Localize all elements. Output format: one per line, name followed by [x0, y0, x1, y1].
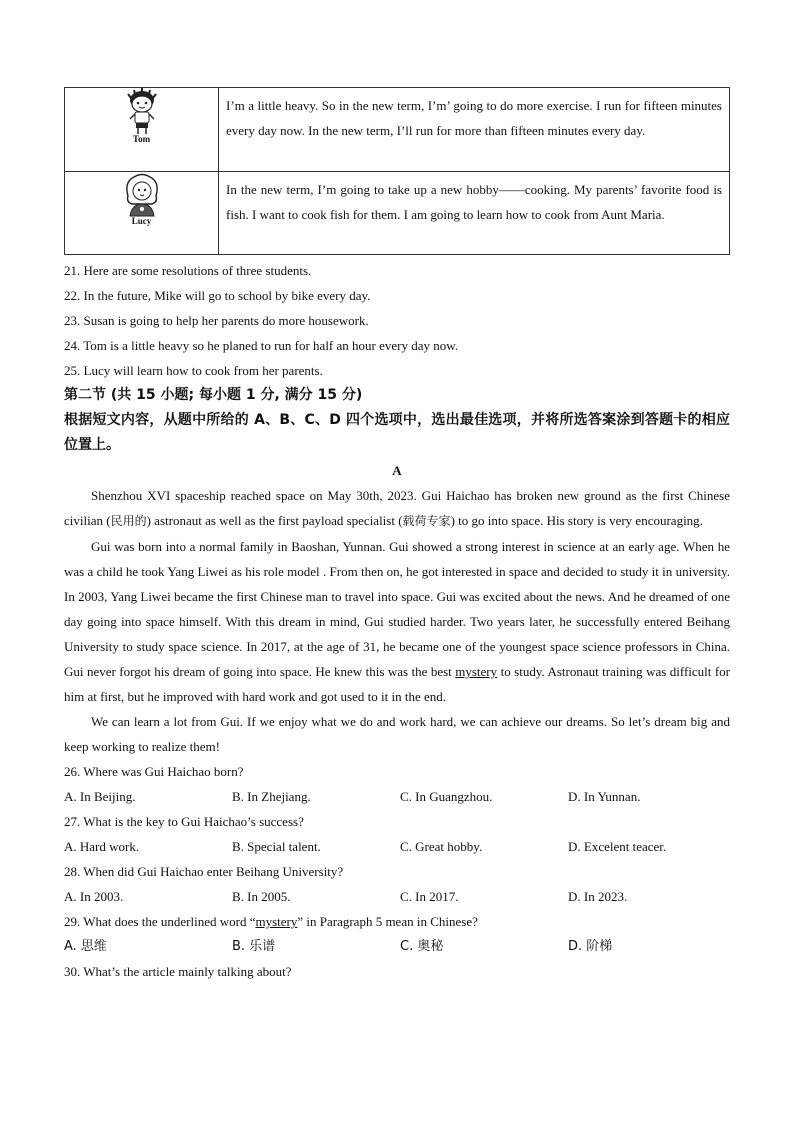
paragraph-2-text-a: Gui was born into a normal family in Baoshan, Yunnan. Gui showed a strong interest in science at an early age. When he was a child he took Yang Liwei as his role model . From then on, he got interested in space and decided to study it in university. In 2003, Yang Liwei became the first Chinese man to travel into space. Gui was excited about the news. And he dreamed of one day going into space himself. With this dream in mind, Gui studied harder. Two years later, he successfully entered Beihang University to study space science. In 2017, at the age of 31, he became one of the youngest space science professors in China. Gui never forgot his dream of going into space. He knew this was the best: [64, 539, 730, 679]
option-c: C. Great hobby.: [400, 839, 483, 854]
tom-text: I’m a little heavy. So in the new term, I’m’ going to do more exercise. I run for fifteen minutes every day now. In the new term, I’ll run for more than fifteen minutes every day.: [219, 88, 730, 172]
option-c: C. In 2017.: [400, 889, 459, 904]
statement-24: 24. Tom is a little heavy so he planed to run for half an hour every day now.: [64, 338, 459, 353]
questions: [64, 759, 730, 984]
option-b: B. 乐谱: [232, 939, 276, 954]
table-row: [65, 88, 730, 172]
option-a: A. In 2003.: [64, 889, 124, 904]
passage-label: A: [392, 463, 402, 478]
statement-25: 25. Lucy will learn how to cook from her parents.: [64, 363, 323, 378]
question-29-text-b: ” in Paragraph 5 mean in Chinese?: [297, 914, 478, 929]
question-30: 30. What’s the article mainly talking about?: [64, 964, 292, 979]
lucy-caption: Lucy: [131, 216, 152, 226]
option-a: A. 思维: [64, 939, 107, 954]
section-title: 第二节 (共 15 小题; 每小题 1 分, 满分 15 分): [64, 387, 363, 403]
lucy-girl-icon: [122, 172, 162, 218]
lucy-picture-cell: [65, 172, 219, 255]
option-b: B. In 2005.: [232, 889, 291, 904]
option-a: A. In Beijing.: [64, 789, 136, 804]
options-26: [64, 784, 730, 809]
civilian-gloss: 民用的: [110, 514, 147, 528]
option-b: B. Special talent.: [232, 839, 321, 854]
section-instruction: 根据短文内容，从题中所给的 A、B、C、D 四个选项中，选出最佳选项，并将所选答案涂到答题卡的相应位置上。: [64, 412, 730, 453]
paragraph-2-text-b: to study. Astronaut training was difficult for him at first, but he improved with hard work and got used to it in the end.: [64, 664, 730, 704]
option-c: C. In Guangzhou.: [400, 789, 493, 804]
question-26: 26. Where was Gui Haichao born?: [64, 764, 244, 779]
table-row: [65, 172, 730, 255]
option-d: D. 阶梯: [568, 939, 613, 954]
paragraph-1-text-b: ) astronaut as well as the first payload specialist (: [146, 513, 403, 528]
option-d: D. Excelent teacer.: [568, 839, 667, 854]
question-29: [64, 909, 730, 934]
tom-boy-icon: [122, 88, 162, 136]
tom-picture-cell: [65, 88, 219, 172]
lucy-text: In the new term, I’m going to take up a new hobby——cooking. My parents’ favorite food is fish. I want to cook fish for them. I am going to learn how to cook from Aunt Maria.: [219, 172, 730, 255]
underlined-word: mystery: [455, 664, 498, 679]
page: [64, 87, 730, 984]
options-27: [64, 834, 730, 859]
option-d: D. In 2023.: [568, 889, 628, 904]
statements: [64, 258, 730, 383]
question-29-text-a: 29. What does the underlined word “: [64, 914, 256, 929]
paragraph-1-text-a: Shenzhou XVI spaceship reached space on May 30th, 2023. Gui Haichao has broken new ground as the first Chinese civilian (: [64, 488, 730, 528]
option-c: C. 奥秘: [400, 939, 444, 954]
specialist-gloss: 载荷专家: [402, 514, 451, 528]
question-29-underlined: mystery: [255, 914, 298, 929]
statement-22: 22. In the future, Mike will go to school by bike every day.: [64, 288, 371, 303]
tom-caption: Tom: [132, 134, 151, 144]
options-28: [64, 884, 730, 909]
option-a: A. Hard work.: [64, 839, 140, 854]
paragraph-1-text-c: ) to go into space. His story is very encouraging.: [450, 513, 703, 528]
options-29: [64, 934, 730, 959]
resolutions-table: [64, 87, 730, 255]
paragraph-3: We can learn a lot from Gui. If we enjoy what we do and work hard, we can achieve our dreams. So let’s dream big and keep working to realize them!: [64, 714, 730, 754]
statement-21: 21. Here are some resolutions of three students.: [64, 263, 312, 278]
question-27: 27. What is the key to Gui Haichao’s success?: [64, 814, 304, 829]
statement-23: 23. Susan is going to help her parents do more housework.: [64, 313, 369, 328]
option-d: D. In Yunnan.: [568, 789, 641, 804]
question-28: 28. When did Gui Haichao enter Beihang University?: [64, 864, 344, 879]
paragraph-1: [64, 483, 730, 534]
paragraph-2: [64, 534, 730, 709]
option-b: B. In Zhejiang.: [232, 789, 311, 804]
